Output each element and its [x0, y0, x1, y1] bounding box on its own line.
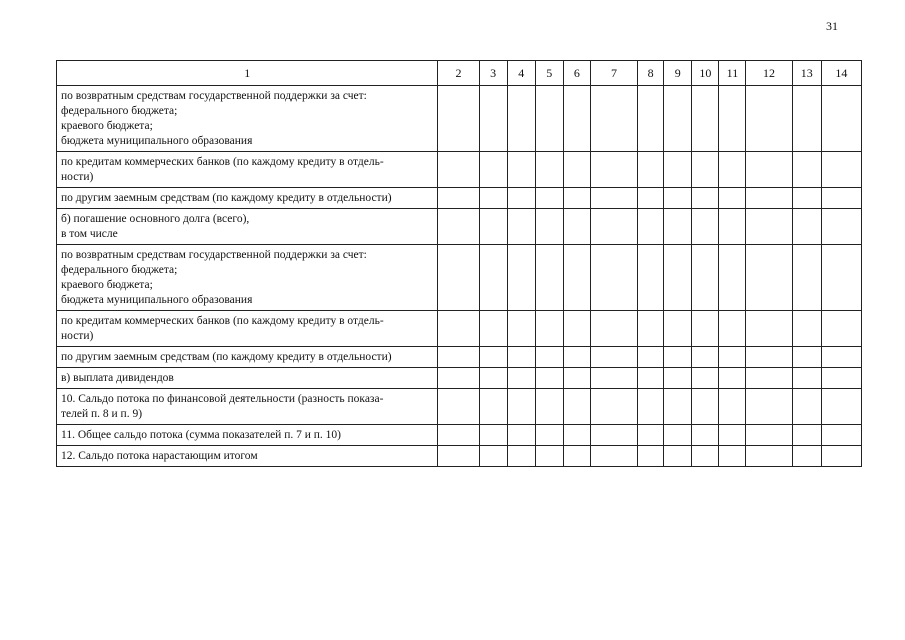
data-cell — [821, 368, 861, 389]
data-cell — [664, 188, 692, 209]
data-cell — [535, 446, 563, 467]
row-label-line: краевого бюджета; — [61, 279, 153, 291]
data-cell — [746, 425, 792, 446]
data-cell — [719, 311, 746, 347]
data-cell — [438, 86, 479, 152]
data-cell — [438, 311, 479, 347]
data-cell — [479, 245, 507, 311]
data-cell — [507, 389, 535, 425]
data-cell — [638, 425, 664, 446]
table-row — [57, 245, 862, 311]
row-label — [57, 152, 438, 188]
data-cell — [479, 446, 507, 467]
column-header: 12 — [746, 61, 792, 86]
data-cell — [638, 152, 664, 188]
row-label-line: бюджета муниципального образования — [61, 294, 253, 306]
data-cell — [638, 311, 664, 347]
data-cell — [507, 368, 535, 389]
data-cell — [479, 86, 507, 152]
row-label-line: по другим заемным средствам (по каждому кредиту в отдельности) — [61, 351, 392, 363]
data-cell — [535, 311, 563, 347]
data-cell — [590, 425, 637, 446]
data-cell — [507, 446, 535, 467]
row-label-line: ности) — [61, 330, 94, 342]
row-label-line: 11. Общее сальдо потока (сумма показателей п. 7 и п. 10) — [61, 429, 341, 441]
data-cell — [792, 209, 821, 245]
data-cell — [746, 245, 792, 311]
data-cell — [535, 188, 563, 209]
data-cell — [638, 245, 664, 311]
data-cell — [438, 209, 479, 245]
column-header: 2 — [438, 61, 479, 86]
data-cell — [792, 311, 821, 347]
data-cell — [438, 152, 479, 188]
data-cell — [590, 446, 637, 467]
data-cell — [479, 209, 507, 245]
table-row — [57, 347, 862, 368]
data-cell — [563, 152, 590, 188]
row-label — [57, 86, 438, 152]
data-cell — [664, 368, 692, 389]
data-cell — [664, 446, 692, 467]
data-cell — [692, 311, 719, 347]
data-cell — [664, 152, 692, 188]
data-cell — [692, 389, 719, 425]
data-cell — [746, 347, 792, 368]
row-label-line: в) выплата дивидендов — [61, 372, 174, 384]
data-cell — [792, 368, 821, 389]
data-cell — [590, 311, 637, 347]
data-cell — [507, 86, 535, 152]
data-cell — [479, 368, 507, 389]
column-header: 11 — [719, 61, 746, 86]
data-cell — [692, 86, 719, 152]
column-header: 1 — [57, 61, 438, 86]
column-header: 9 — [664, 61, 692, 86]
column-header: 14 — [821, 61, 861, 86]
data-cell — [792, 245, 821, 311]
data-cell — [479, 152, 507, 188]
data-cell — [563, 188, 590, 209]
data-cell — [563, 368, 590, 389]
data-cell — [746, 188, 792, 209]
data-cell — [535, 389, 563, 425]
data-cell — [590, 209, 637, 245]
data-cell — [590, 389, 637, 425]
row-label-line: по возвратным средствам государственной поддержки за счет: — [61, 249, 367, 261]
row-label-line: 12. Сальдо потока нарастающим итогом — [61, 450, 258, 462]
data-cell — [692, 446, 719, 467]
data-cell — [821, 347, 861, 368]
table-row — [57, 86, 862, 152]
data-cell — [792, 425, 821, 446]
data-cell — [746, 389, 792, 425]
column-header: 8 — [638, 61, 664, 86]
data-cell — [638, 209, 664, 245]
data-cell — [590, 347, 637, 368]
data-cell — [438, 347, 479, 368]
data-cell — [563, 311, 590, 347]
row-label — [57, 446, 438, 467]
data-cell — [692, 209, 719, 245]
data-cell — [719, 389, 746, 425]
column-header: 6 — [563, 61, 590, 86]
row-label — [57, 368, 438, 389]
data-cell — [479, 425, 507, 446]
table-row — [57, 311, 862, 347]
data-cell — [692, 245, 719, 311]
data-cell — [438, 446, 479, 467]
data-cell — [746, 311, 792, 347]
data-cell — [792, 152, 821, 188]
column-header: 7 — [590, 61, 637, 86]
data-cell — [664, 86, 692, 152]
data-cell — [479, 188, 507, 209]
data-cell — [719, 209, 746, 245]
data-cell — [664, 209, 692, 245]
data-cell — [821, 311, 861, 347]
data-cell — [746, 446, 792, 467]
row-label-line: краевого бюджета; — [61, 120, 153, 132]
data-cell — [438, 245, 479, 311]
data-cell — [638, 347, 664, 368]
data-cell — [792, 347, 821, 368]
page-number: 31 — [826, 19, 838, 33]
data-cell — [692, 425, 719, 446]
data-cell — [821, 188, 861, 209]
data-cell — [563, 425, 590, 446]
row-label-line: по другим заемным средствам (по каждому кредиту в отдельности) — [61, 192, 392, 204]
table-body — [57, 86, 862, 467]
row-label-line: по возвратным средствам государственной поддержки за счет: — [61, 90, 367, 102]
data-cell — [438, 389, 479, 425]
data-cell — [719, 368, 746, 389]
data-cell — [638, 389, 664, 425]
data-cell — [664, 389, 692, 425]
data-cell — [563, 245, 590, 311]
column-header: 3 — [479, 61, 507, 86]
data-cell — [746, 86, 792, 152]
data-cell — [438, 425, 479, 446]
data-cell — [535, 425, 563, 446]
table-row — [57, 389, 862, 425]
data-cell — [590, 86, 637, 152]
data-cell — [507, 347, 535, 368]
data-cell — [821, 446, 861, 467]
data-cell — [792, 86, 821, 152]
data-cell — [719, 188, 746, 209]
data-cell — [719, 425, 746, 446]
data-cell — [563, 389, 590, 425]
data-cell — [692, 188, 719, 209]
data-cell — [438, 188, 479, 209]
data-cell — [792, 446, 821, 467]
data-cell — [746, 209, 792, 245]
data-cell — [507, 188, 535, 209]
data-cell — [638, 368, 664, 389]
data-cell — [479, 347, 507, 368]
row-label — [57, 311, 438, 347]
data-cell — [563, 209, 590, 245]
data-cell — [638, 86, 664, 152]
data-cell — [692, 152, 719, 188]
data-cell — [719, 86, 746, 152]
data-cell — [664, 425, 692, 446]
column-header: 10 — [692, 61, 719, 86]
table-row — [57, 188, 862, 209]
data-cell — [638, 446, 664, 467]
row-label-line: бюджета муниципального образования — [61, 135, 253, 147]
table-row — [57, 446, 862, 467]
row-label-line: федерального бюджета; — [61, 105, 178, 117]
data-cell — [719, 245, 746, 311]
data-cell — [438, 368, 479, 389]
data-cell — [535, 368, 563, 389]
data-cell — [821, 425, 861, 446]
data-cell — [535, 86, 563, 152]
table-row — [57, 368, 862, 389]
data-cell — [590, 245, 637, 311]
data-cell — [719, 347, 746, 368]
data-cell — [590, 368, 637, 389]
table-row — [57, 425, 862, 446]
data-cell — [507, 245, 535, 311]
data-cell — [821, 245, 861, 311]
data-cell — [479, 311, 507, 347]
row-label-line: ности) — [61, 171, 94, 183]
row-label-line: 10. Сальдо потока по финансовой деятельности (разность показа- — [61, 393, 384, 405]
table-row — [57, 209, 862, 245]
data-cell — [664, 347, 692, 368]
row-label — [57, 188, 438, 209]
data-cell — [692, 368, 719, 389]
data-cell — [821, 209, 861, 245]
row-label-line: по кредитам коммерческих банков (по каждому кредиту в отдель- — [61, 156, 384, 168]
data-cell — [792, 188, 821, 209]
data-cell — [692, 347, 719, 368]
data-cell — [507, 425, 535, 446]
row-label-line: федерального бюджета; — [61, 264, 178, 276]
row-label — [57, 245, 438, 311]
data-cell — [507, 311, 535, 347]
row-label — [57, 425, 438, 446]
data-cell — [821, 152, 861, 188]
table-row — [57, 152, 862, 188]
row-label-line: по кредитам коммерческих банков (по каждому кредиту в отдель- — [61, 315, 384, 327]
row-label-line: телей п. 8 и п. 9) — [61, 408, 143, 420]
data-cell — [507, 209, 535, 245]
data-cell — [507, 152, 535, 188]
data-cell — [535, 245, 563, 311]
row-label — [57, 389, 438, 425]
data-cell — [590, 152, 637, 188]
row-label-line: б) погашение основного долга (всего), — [61, 213, 250, 225]
data-cell — [563, 446, 590, 467]
data-cell — [563, 347, 590, 368]
data-cell — [535, 347, 563, 368]
data-cell — [563, 86, 590, 152]
row-label — [57, 347, 438, 368]
data-cell — [821, 389, 861, 425]
data-cell — [664, 245, 692, 311]
data-cell — [479, 389, 507, 425]
header-row — [57, 61, 862, 86]
data-cell — [746, 368, 792, 389]
cash-flow-table — [56, 60, 862, 467]
column-header: 5 — [535, 61, 563, 86]
data-cell — [590, 188, 637, 209]
column-header: 13 — [792, 61, 821, 86]
data-cell — [719, 152, 746, 188]
data-cell — [664, 311, 692, 347]
data-cell — [535, 152, 563, 188]
data-cell — [535, 209, 563, 245]
column-header: 4 — [507, 61, 535, 86]
row-label — [57, 209, 438, 245]
row-label-line: в том числе — [61, 228, 118, 240]
data-cell — [719, 446, 746, 467]
data-cell — [792, 389, 821, 425]
data-cell — [638, 188, 664, 209]
data-cell — [746, 152, 792, 188]
data-cell — [821, 86, 861, 152]
